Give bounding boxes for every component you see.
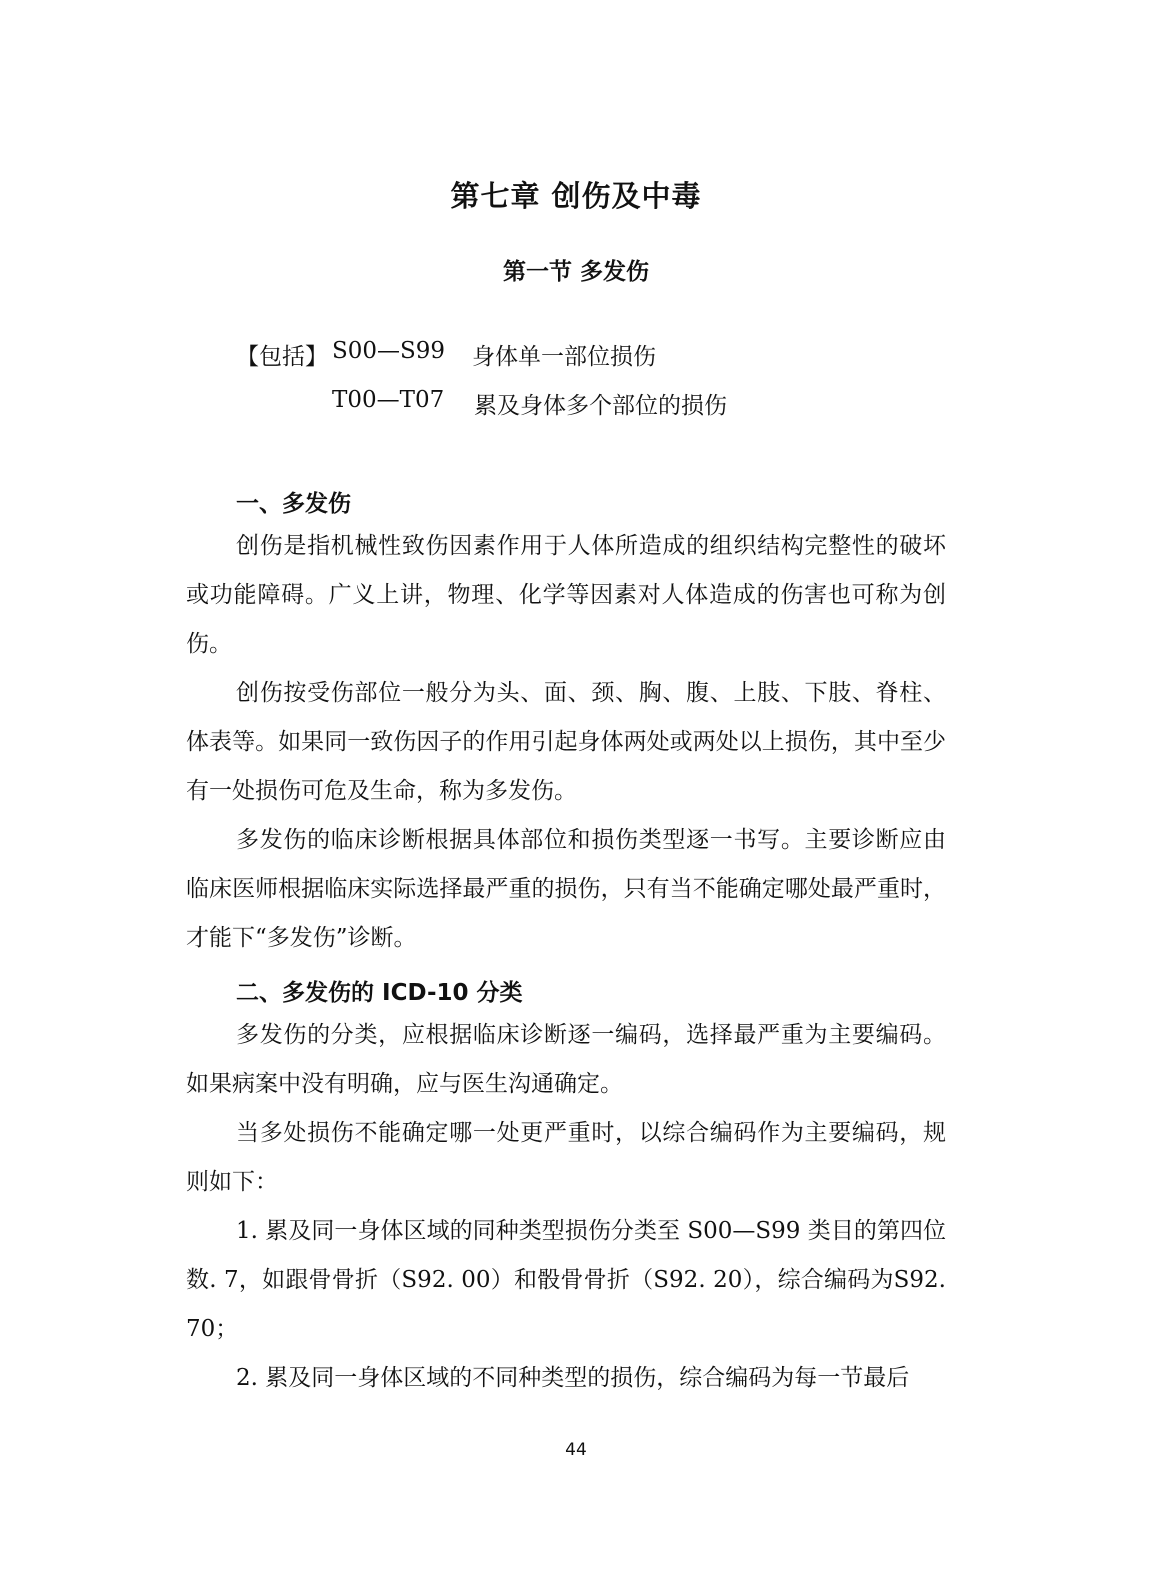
paragraph: 多发伤的临床诊断根据具体部位和损伤类型逐一书写。主要诊断应由临床医师根据临床实际选择最严重的损伤，只有当不能确定哪处最严重时，才能下“多发伤”诊断。 [186, 827, 946, 951]
section-title: 第一节 多发伤 [502, 259, 649, 285]
chapter-title: 第七章 创伤及中毒 [450, 179, 702, 213]
paragraph: 多发伤的分类，应根据临床诊断逐一编码，选择最严重为主要编码。如果病案中没有明确，应与医生沟通确定。 [186, 1022, 946, 1097]
paragraph: 2. 累及同一身体区域的不同种类型的损伤，综合编码为每一节最后 [236, 1365, 910, 1391]
paragraph: 创伤是指机械性致伤因素作用于人体所造成的组织结构完整性的破坏或功能障碍。广义上讲，物理、化学等因素对人体造成的伤害也可称为创伤。 [186, 533, 946, 657]
includes-label: 【包括】 [236, 344, 328, 370]
page-number: 44 [565, 1440, 587, 1460]
includes-code: S00—S99 [332, 338, 446, 364]
paragraph: 1. 累及同一身体区域的同种类型损伤分类至 S00—S99 类目的第四位数. 7，如跟骨骨折（S92. 00）和骰骨骨折（S92. 20），综合编码为S92. 70； [186, 1218, 946, 1342]
paragraph: 创伤按受伤部位一般分为头、面、颈、胸、腹、上肢、下肢、脊柱、体表等。如果同一致伤因子的作用引起身体两处或两处以上损伤，其中至少有一处损伤可危及生命，称为多发伤。 [186, 680, 946, 804]
includes-code: T00—T07 [332, 387, 445, 413]
heading-icd10-classification: 二、多发伤的 ICD-10 分类 [236, 980, 523, 1006]
includes-desc: 累及身体多个部位的损伤 [474, 393, 727, 419]
heading-multiple-injuries: 一、多发伤 [236, 491, 351, 517]
paragraph: 当多处损伤不能确定哪一处更严重时，以综合编码作为主要编码，规则如下： [186, 1120, 946, 1195]
includes-desc: 身体单一部位损伤 [472, 344, 656, 370]
